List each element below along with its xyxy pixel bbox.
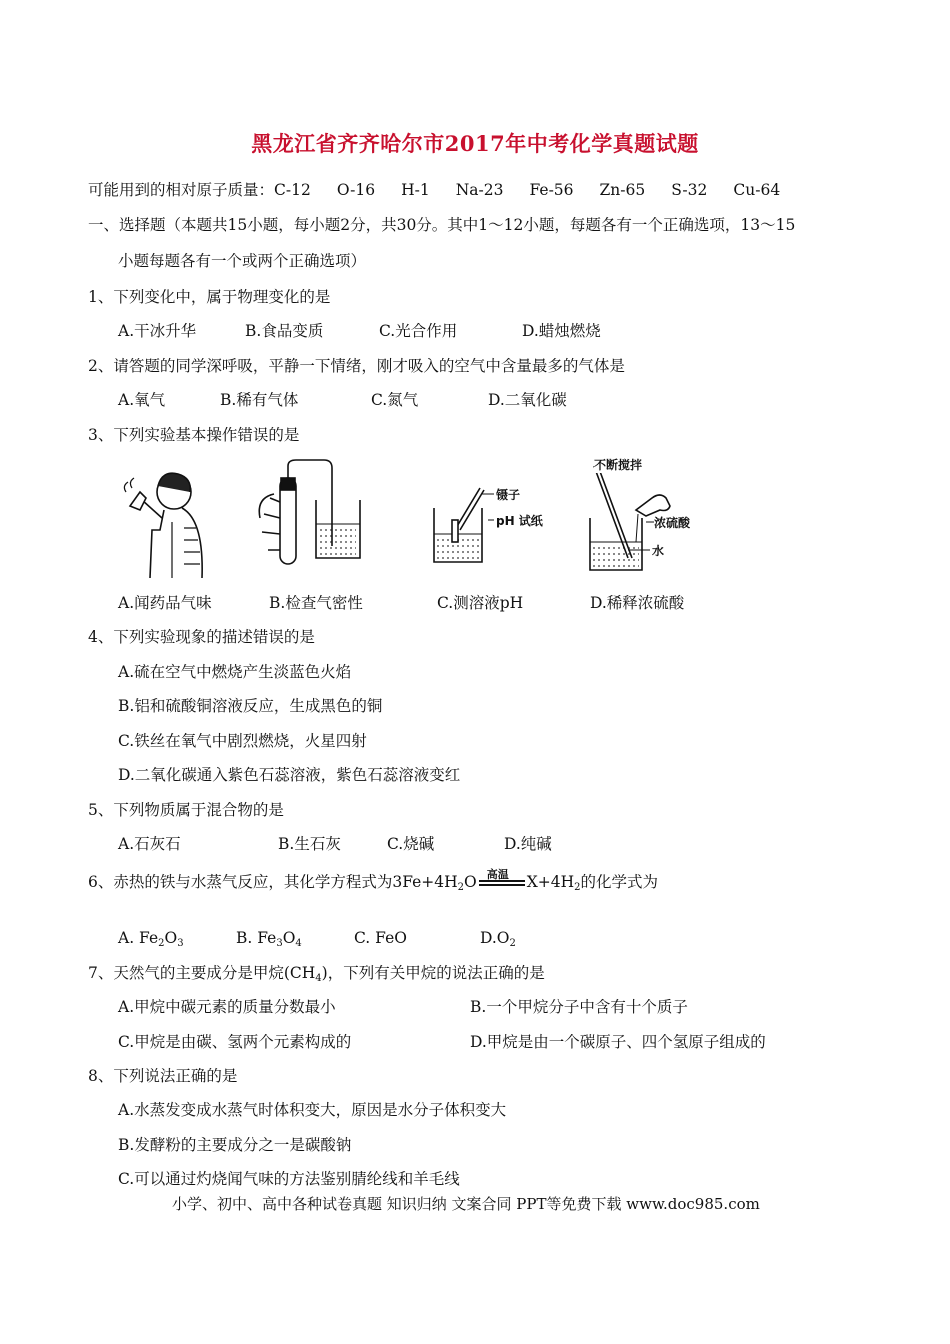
question-3-option-d: D.稀释浓硫酸	[590, 594, 685, 612]
question-6-option-d: $D.O_2$	[480, 929, 516, 949]
atomic-mass-item: Na-23	[455, 181, 504, 199]
subscript: 2	[457, 882, 465, 893]
question-3-option-b: B.检查气密性	[269, 594, 363, 612]
question-1-option-d: D.蜡烛燃烧	[522, 322, 601, 340]
reaction-arrow	[479, 868, 525, 891]
question-1-stem: 1、下列变化中，属于物理变化的是	[88, 288, 331, 306]
atomic-mass-item: Zn-65	[599, 181, 646, 199]
question-5-option-b: B.生石灰	[278, 835, 341, 853]
label-water: 水	[652, 544, 665, 558]
reaction-condition: 高温	[486, 868, 509, 881]
question-1-option-a: A.干冰升华	[118, 322, 197, 340]
atomic-mass-label: 可能用到的相对原子质量：	[88, 181, 275, 199]
section-heading: 一、选择题（本题共15小题，每小题2分，共30分。其中1～12小题，每题各有一个正确选项，13～15	[88, 216, 796, 234]
atomic-mass-item: Fe-56	[529, 181, 574, 199]
figure-smell-chemical	[112, 458, 212, 580]
question-4-stem: 4、下列实验现象的描述错误的是	[88, 628, 315, 646]
section-heading-cont: 小题每题各有一个或两个正确选项）	[118, 252, 367, 270]
question-3-option-c: C.测溶液pH	[437, 594, 524, 612]
q6-text: X+4H	[526, 873, 575, 891]
figure-ph-test	[428, 458, 543, 580]
question-4-option-b: B.铝和硫酸铜溶液反应，生成黑色的铜	[118, 697, 383, 715]
footer-link[interactable]: 小学、初中、高中各种试卷真题 知识归纳 文案合同 PPT等免费下载 www.doc985.com	[172, 1195, 760, 1213]
question-8-stem: 8、下列说法正确的是	[88, 1067, 238, 1085]
question-5-option-d: D.纯碱	[504, 835, 552, 853]
question-2-stem: 2、请答题的同学深呼吸，平静一下情绪，刚才吸入的空气中含量最多的气体是	[88, 357, 625, 375]
question-7-option-b: B.一个甲烷分子中含有十个质子	[470, 998, 688, 1016]
q6-text: 6、赤热的铁与水蒸气反应，其化学方程式为3Fe+4H	[88, 873, 458, 891]
q6-text: O	[464, 873, 477, 891]
question-6-stem	[88, 868, 659, 898]
atomic-mass-item: H-1	[401, 181, 430, 199]
question-1-option-b: B.食品变质	[245, 322, 324, 340]
atomic-mass-line	[88, 180, 806, 200]
question-2-option-a: A.氧气	[118, 391, 166, 409]
question-5-option-c: C.烧碱	[387, 835, 435, 853]
page-title: 黑龙江省齐齐哈尔市2017年中考化学真题试题	[251, 131, 699, 156]
question-6-option-b: B. $Fe_3O_4$	[236, 929, 302, 949]
figure-airtightness-check	[250, 458, 380, 580]
question-7-stem: 7、天然气的主要成分是甲烷$(CH_4)$，下列有关甲烷的说法正确的是	[88, 964, 545, 984]
question-2-option-c: C.氮气	[371, 391, 419, 409]
atomic-mass-item: Cu-64	[733, 181, 781, 199]
atomic-mass-item: C-12	[274, 181, 311, 199]
label-tweezers: 镊子	[496, 488, 521, 502]
subscript: 2	[574, 882, 581, 893]
question-8-option-a: A.水蒸发变成水蒸气时体积变大，原因是水分子体积变大	[118, 1101, 507, 1119]
atomic-mass-item: S-32	[671, 181, 708, 199]
question-2-option-d: D.二氧化碳	[488, 391, 567, 409]
q6-text: 的化学式为	[580, 873, 659, 891]
question-6-option-c: C. FeO	[354, 929, 407, 947]
label-stir: 不断搅拌	[594, 458, 643, 472]
question-7-option-a: A.甲烷中碳元素的质量分数最小	[118, 998, 336, 1016]
question-3-option-a: A.闻药品气味	[118, 594, 212, 612]
atomic-mass-item: O-16	[336, 181, 376, 199]
question-6-option-a: A. $Fe_2O_3$	[118, 929, 184, 949]
question-3-stem: 3、下列实验基本操作错误的是	[88, 426, 300, 444]
question-2-option-b: B.稀有气体	[220, 391, 299, 409]
question-7-option-d: D.甲烷是由一个碳原子、四个氢原子组成的	[470, 1033, 766, 1051]
question-5-option-a: A.石灰石	[118, 835, 181, 853]
question-4-option-d: D.二氧化碳通入紫色石蕊溶液，紫色石蕊溶液变红	[118, 766, 461, 784]
question-8-option-b: B.发酵粉的主要成分之一是碳酸钠	[118, 1136, 352, 1154]
label-concentrated-acid: 浓硫酸	[654, 516, 691, 530]
question-7-option-c: C.甲烷是由碳、氢两个元素构成的	[118, 1033, 352, 1051]
figure-dilute-acid	[580, 458, 700, 580]
question-8-option-c: C.可以通过灼烧闻气味的方法鉴别腈纶线和羊毛线	[118, 1170, 460, 1188]
label-ph-paper: pH 试纸	[496, 514, 543, 528]
question-1-option-c: C.光合作用	[379, 322, 458, 340]
question-4-option-a: A.硫在空气中燃烧产生淡蓝色火焰	[118, 663, 352, 681]
question-4-option-c: C.铁丝在氧气中剧烈燃烧，火星四射	[118, 732, 367, 750]
question-5-stem: 5、下列物质属于混合物的是	[88, 801, 284, 819]
